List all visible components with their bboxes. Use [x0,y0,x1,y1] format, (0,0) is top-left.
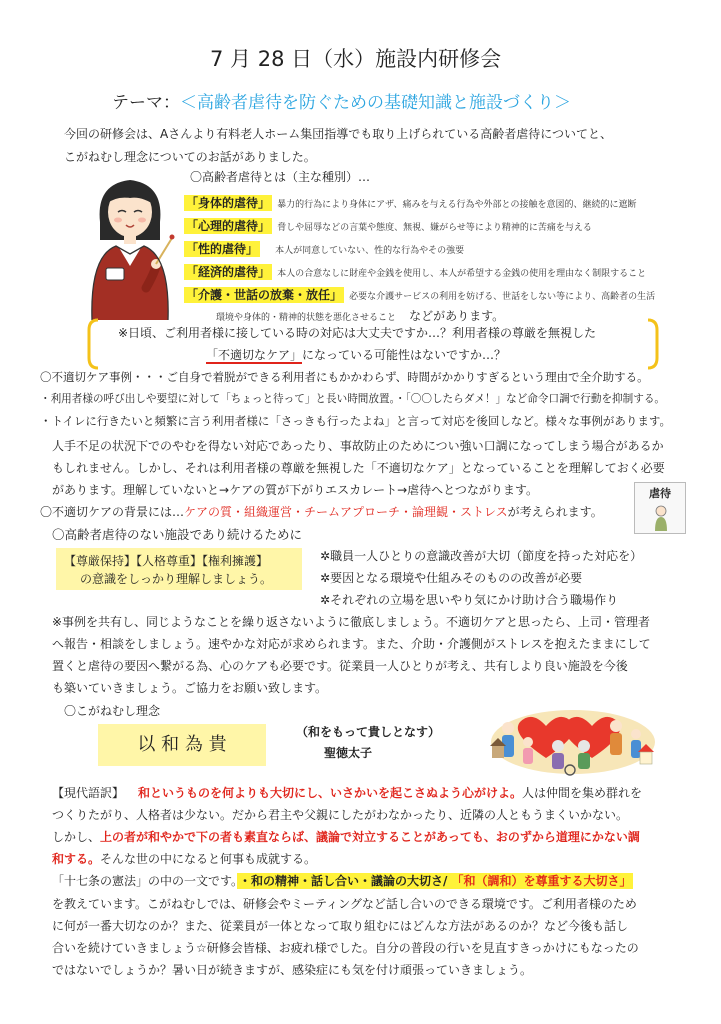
explain-line: があります。理解していないと→ケアの質が下がりエスカレート→虐待へとつながります。 [52,483,538,497]
motto-box [98,724,266,766]
note-line-2 [206,347,506,363]
explain-line: 人手不足の状況下でのやむを得ない対応であったり、事故防止のためについ強い口調になってしまう場合があるか [52,439,664,453]
motto-author: 聖徳太子 [324,746,373,760]
constitution-hl-2: 「和（調和）を尊重する大切さ」 [451,874,632,888]
closing-line: ではないでしょうか？暑い日が続きますが、感染症にも気を付け頑張っていきましょう。 [52,963,533,977]
abuse-type-row [184,284,655,303]
case-line: ・トイレに行きたいと頻繁に言う利用者様に「さっきも行ったよね」と言って対応を後回しなど。様々な事例があります。 [40,414,671,428]
facility-heading: 〇高齢者虐待のない施設であり続けるために [52,527,303,542]
facility-point [320,570,582,586]
principles-line-1: 【尊厳保持】【人格尊重】【権利擁護】 [64,554,269,568]
modern-line-2: つくりたがり、人格者は少ない。だから君主や父親にしたがわなかったり、近隣の人ともうまくいかない。 [52,808,629,822]
abuse-last-desc: 環境や身体的・精神的状態を悪化させること [216,313,397,323]
abuse-type-label: 「身体的虐待」 [186,196,271,210]
abuse-heading: 〇高齢者虐待とは（主な種別）… [190,170,371,184]
constitution-a: 「十七条の憲法」の中の一文です。 [52,874,238,888]
note-line-1: ※日頃、ご利用者様に接している時の対応は大丈夫ですか…？利用者様の尊厳を無視した [118,326,597,340]
right-bracket-icon [646,318,660,370]
harmony-illustration [488,686,658,776]
asterisk-icon: ✲ [320,549,331,563]
theme-text: ＜高齢者虐待を防ぐための基礎知識と施設づくり＞ [180,93,571,113]
abuse-type-row [184,192,636,211]
abuse-type-desc: 本人の合意なしに財産や金銭を使用し、本人が希望する金銭の使用を理由なく制限すること [277,269,647,279]
asterisk-icon: ✲ [320,593,331,607]
abuse-etc: などがあります。 [409,309,505,323]
share-line: 置くと虐待の要因へ繋がる為、心のケアも必要です。従業員一人ひとりが考え、共有しより良い施設を今後 [52,659,628,673]
asterisk-icon: ✲ [320,571,331,585]
constitution-hl-1: ・和の精神・話し合い・議論の大切さ/ [239,874,448,888]
facility-point [320,592,618,608]
note-keyword: 「不適切なケア」 [206,348,303,362]
modern-line-3 [52,829,640,845]
theme-prefix: テーマ： [112,93,180,113]
facility-point-text: 職員一人ひとりの意識改善が大切（節度を持った対応を） [330,549,643,563]
abuse-type-desc: 必要な介護サービスの利用を妨げる、世話をしない等により、高齢者の生活 [349,292,656,302]
abuse-last-line [216,305,504,324]
case-line: ・利用者様の呼び出しや要望に対して「ちょっと待って」と長い時間放置。・「〇〇したらダメ！」など命令口調で行動を抑制する。 [40,393,666,405]
facility-point-text: 要因となる環境や仕組みそのものの改善が必要 [330,571,583,585]
principles-line-2: の意識をしっかり理解しましょう。 [80,572,273,586]
constitution-line [52,873,633,889]
share-line: も築いていきましょう。ご協力をお願い致します。 [52,681,328,695]
closing-line: を教えています。こがねむしでは、研修会やミーティングなど話し合いのできる環境です。ご利用者様のため [52,897,637,911]
intro-line-2: こがねむし理念についてのお話がありました。 [64,150,316,164]
background-prefix: 〇不適切ケアの背景には… [40,505,185,519]
share-line: ※事例を共有し、同じようなことを繰り返さないように徹底しましょう。不適切ケアと思ったら、上司・管理者 [52,615,651,629]
share-line: へ報告・相談をしましょう。速やかな対応が求められます。また、介助・介護側がストレスを抱えたままにして [52,637,651,651]
page-title: 7 月 28 日（水）施設内研修会 [210,47,502,71]
abuse-type-label: 「経済的虐待」 [186,265,271,279]
abuse-sticker [634,482,686,534]
intro-line-1: 今回の研修会は、Aさんより有料老人ホーム集団指導でも取り上げられている高齢者虐待についてと、 [64,127,612,141]
abuse-type-desc: 本人が同意していない、性的な行為やその強要 [275,246,465,256]
background-line [40,504,603,520]
modern-red-4: 和する。 [52,852,101,866]
modern-label: 【現代語訳】 [52,786,125,800]
abuse-type-desc: 脅しや屈辱などの言葉や態度、無視、嫌がらせ等により精神的に苦痛を与える [277,223,592,233]
note-line-2-rest: になっている可能性はないですか…？ [302,348,507,362]
left-bracket-icon [86,318,100,370]
background-suffix: が考えられます。 [507,505,603,519]
explain-line: もしれません。しかし、それは利用者様の尊厳を無視した「不適切なケア」となっていることを理解しておく必要 [52,461,665,475]
modern-red-1: 和というものを何よりも大切にし、いさかいを起こさぬよう心がけよ。 [138,786,523,800]
abuse-type-label: 「性的虐待」 [186,242,259,256]
modern-rest-1: 人は仲間を集め群れを [522,786,643,800]
modern-line-4 [52,851,316,867]
facility-point [320,548,642,564]
modern-red-3: 上の者が和やかで下の者も素直ならば、議論で対立することがあっても、おのずから道理にかない調 [100,830,640,844]
modern-line-1 [52,785,642,801]
abuse-type-row [184,238,464,257]
closing-line: 合いを続けていきましょう☆研修会皆様、お疲れ様でした。自分の普段の行いを見直すきっかけにもなったの [52,941,639,955]
abuse-type-row [184,215,592,234]
abuse-type-desc: 暴力的行為により身体にアザ、痛みを与える行為や外部との接触を意図的、継続的に遮断 [277,200,637,210]
sticker-text: 虐待 [649,487,671,500]
philosophy-heading: 〇こがねむし理念 [64,704,161,718]
motto-text: 以 和 為 貴 [137,734,227,755]
closing-line: に何が一番大切なのか？また、従業員が一体となって取り組むにはどんな方法があるのか？など今後も話し [52,919,629,933]
theme [112,92,571,114]
abuse-type-label: 「心理的虐待」 [186,219,271,233]
case-line: 〇不適切ケア事例・・・ご自身で着脱ができる利用者にもかかわらず、時間がかかりすぎるという理由で全介助する。 [40,370,649,384]
facility-point-text: それぞれの立場を思いやり気にかけ助け合う職場作り [330,593,619,607]
modern-line-3-a: しかし、 [52,830,101,844]
background-factors: ケアの質・組織運営・チームアプローチ・論理観・ストレス [184,505,508,519]
elderly-person-icon [653,505,669,531]
abuse-type-row [184,261,646,280]
lecturer-illustration [84,170,176,320]
facility-principles-box [56,548,302,590]
motto-reading: （和をもって貴しとなす） [296,725,441,739]
abuse-type-label: 「介護・世話の放棄・放任」 [186,288,343,302]
modern-line-4-rest: そんな世の中になると何事も成就する。 [100,852,317,866]
